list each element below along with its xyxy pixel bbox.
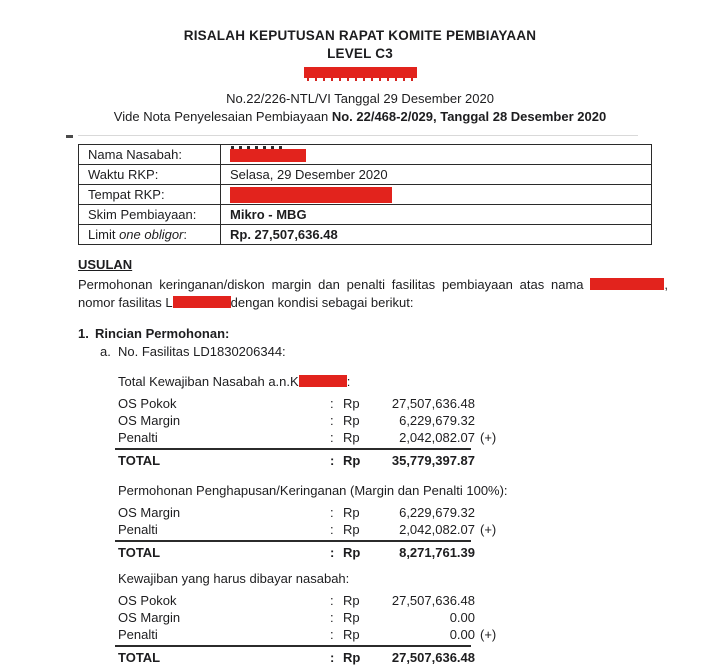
usulan-paragraph-line1: [78, 276, 668, 294]
redaction-bar-meeting-place: [230, 187, 392, 203]
plus-suffix: [475, 609, 505, 626]
currency-label: Rp: [343, 522, 360, 537]
info-label-suffix: :: [183, 227, 188, 242]
redaction-bar-customer-name: [230, 149, 306, 162]
info-label: Nama Nasabah:: [79, 145, 221, 165]
scan-artifact-line: [66, 134, 720, 138]
usulan-line2-prefix: nomor fasilitas: [78, 294, 166, 310]
schedule-total-row: [118, 649, 720, 667]
scan-artifact-faint-rule: [78, 135, 638, 136]
schedule-heading-prefix: Total Kewajiban Nasabah a.n.K: [118, 374, 299, 389]
usulan-line1-suffix: ,: [664, 277, 668, 292]
schedule-heading: Permohonan Penghapusan/Keringanan (Margin dan Penalti 100%):: [118, 483, 508, 498]
info-value: Rp. 27,507,636.48: [221, 225, 652, 245]
schedule-heading: [118, 373, 720, 390]
row-label: Penalti: [118, 627, 158, 642]
amount-value: 0.00: [449, 610, 475, 625]
sum-rule: [115, 540, 471, 542]
schedule-heading: Kewajiban yang harus dibayar nasabah:: [118, 571, 350, 586]
sum-rule: [115, 645, 471, 647]
amount-value: 35,779,397.87: [391, 453, 475, 468]
info-row-limit-one-obligor: [79, 225, 652, 245]
amount-value: 27,507,636.48: [391, 650, 475, 665]
sum-rule: [115, 448, 471, 450]
facility-number-text: No. Fasilitas LD1830206344:: [118, 344, 286, 359]
currency-label: Rp: [343, 396, 360, 411]
amount-value: 8,271,761.39: [399, 545, 475, 560]
colon-separator: :: [330, 593, 334, 608]
redaction-bar-name-inline: [590, 278, 664, 290]
usulan-paragraph: [78, 276, 668, 311]
row-label: OS Margin: [118, 505, 181, 520]
plus-suffix: [475, 649, 505, 667]
rincian-number: 1.: [78, 326, 89, 341]
rincian-heading: [78, 325, 720, 343]
info-table: [78, 144, 652, 245]
plus-suffix: [475, 395, 505, 412]
document-number: No.22/226-NTL/VI Tanggal 29 Desember 2020: [226, 91, 494, 106]
info-row-waktu-rkp: [79, 165, 652, 185]
colon-separator: :: [330, 627, 334, 642]
row-label: OS Pokok: [118, 593, 177, 608]
colon-separator: :: [330, 545, 335, 560]
financial-schedules: [118, 373, 720, 667]
colon-separator: :: [330, 413, 334, 428]
row-label: Penalti: [118, 430, 158, 445]
plus-suffix: [475, 592, 505, 609]
colon-separator: :: [330, 430, 334, 445]
schedule-row: [118, 412, 720, 429]
schedule-total-row: [118, 544, 720, 562]
plus-suffix: [475, 452, 505, 470]
info-label-italic: one obligor: [119, 227, 184, 242]
amount-value: 2,042,082.07: [399, 430, 475, 445]
info-label: Skim Pembiayaan:: [79, 205, 221, 225]
info-row-tempat-rkp: [79, 185, 652, 205]
plus-suffix: (+): [480, 522, 497, 537]
usulan-line2-visible-char: L: [165, 294, 173, 310]
redaction-bar-heading-name: [299, 375, 347, 387]
row-label: OS Margin: [118, 610, 181, 625]
schedule-permohonan-penghapusan: [118, 482, 720, 562]
schedule-row: [118, 592, 720, 609]
plus-suffix: (+): [480, 627, 497, 642]
schedule-row: [118, 429, 720, 446]
currency-label: Rp: [343, 430, 360, 445]
info-label: Tempat RKP:: [79, 185, 221, 205]
row-label: OS Margin: [118, 413, 181, 428]
document-header: [0, 0, 720, 125]
info-label: [79, 225, 221, 245]
usulan-paragraph-line2: [78, 294, 668, 312]
schedule-total-kewajiban: [118, 373, 720, 470]
schedule-row: [118, 504, 720, 521]
amount-value: 6,229,679.32: [399, 505, 475, 520]
document-level: LEVEL C3: [327, 46, 393, 61]
amount-value: 27,507,636.48: [391, 396, 475, 411]
usulan-section: [78, 256, 668, 311]
info-row-skim-pembiayaan: [79, 205, 652, 225]
vide-note-reference: No. 22/468-2/029, Tanggal 28 Desember 2020: [331, 109, 607, 124]
usulan-line1-text: Permohonan keringanan/diskon margin dan penalti fasilitas pembiayaan atas nama: [78, 277, 584, 292]
redaction-row: [0, 63, 720, 81]
schedule-total-row: [118, 452, 720, 470]
currency-label: Rp: [343, 593, 360, 608]
amount-value: 27,507,636.48: [391, 593, 475, 608]
info-value: Mikro - MBG: [221, 205, 652, 225]
amount-value: 0.00: [449, 627, 475, 642]
currency-label: Rp: [343, 650, 361, 665]
row-label: OS Pokok: [118, 396, 177, 411]
amount-value: 2,042,082.07: [399, 522, 475, 537]
colon-separator: :: [330, 610, 334, 625]
vide-note-line: [0, 108, 720, 125]
schedule-row: [118, 609, 720, 626]
info-value: [221, 145, 652, 165]
plus-suffix: (+): [480, 430, 497, 445]
colon-separator: :: [330, 396, 334, 411]
colon-separator: :: [330, 650, 335, 665]
currency-label: Rp: [343, 627, 360, 642]
currency-label: Rp: [343, 413, 360, 428]
redaction-bar-committee-name: [304, 67, 417, 78]
schedule-row: [118, 626, 720, 643]
schedule-heading-suffix: :: [346, 374, 351, 389]
colon-separator: :: [330, 453, 335, 468]
usulan-line2-suffix: dengan kondisi sebagai berikut:: [230, 294, 414, 310]
document-title: RISALAH KEPUTUSAN RAPAT KOMITE PEMBIAYAAN: [183, 28, 537, 43]
row-label: Penalti: [118, 522, 158, 537]
redaction-bar-facility-number: [173, 296, 231, 308]
row-label: TOTAL: [118, 545, 161, 560]
plus-suffix: [475, 544, 505, 562]
rincian-title: Rincian Permohonan:: [95, 326, 230, 341]
rincian-sub-letter: a.: [100, 344, 111, 359]
info-label: Waktu RKP:: [79, 165, 221, 185]
info-value: [221, 185, 652, 205]
rincian-subitem: [78, 343, 720, 361]
info-label-prefix: Limit: [88, 227, 120, 242]
colon-separator: :: [330, 505, 334, 520]
schedule-row: [118, 521, 720, 538]
currency-label: Rp: [343, 453, 361, 468]
amount-value: 6,229,679.32: [399, 413, 475, 428]
plus-suffix: [475, 412, 505, 429]
colon-separator: :: [330, 522, 334, 537]
info-value: Selasa, 29 Desember 2020: [221, 165, 652, 185]
scan-artifact-dash: [66, 135, 73, 138]
rincian-section: [78, 325, 720, 361]
currency-label: Rp: [343, 505, 360, 520]
vide-note-prefix: Vide Nota Penyelesaian Pembiayaan: [113, 109, 332, 124]
info-row-nama-nasabah: [79, 145, 652, 165]
row-label: TOTAL: [118, 650, 161, 665]
currency-label: Rp: [343, 610, 360, 625]
schedule-row: [118, 395, 720, 412]
row-label: TOTAL: [118, 453, 161, 468]
usulan-heading: USULAN: [78, 257, 133, 272]
schedule-kewajiban-dibayar: [118, 570, 720, 667]
plus-suffix: [475, 504, 505, 521]
currency-label: Rp: [343, 545, 361, 560]
